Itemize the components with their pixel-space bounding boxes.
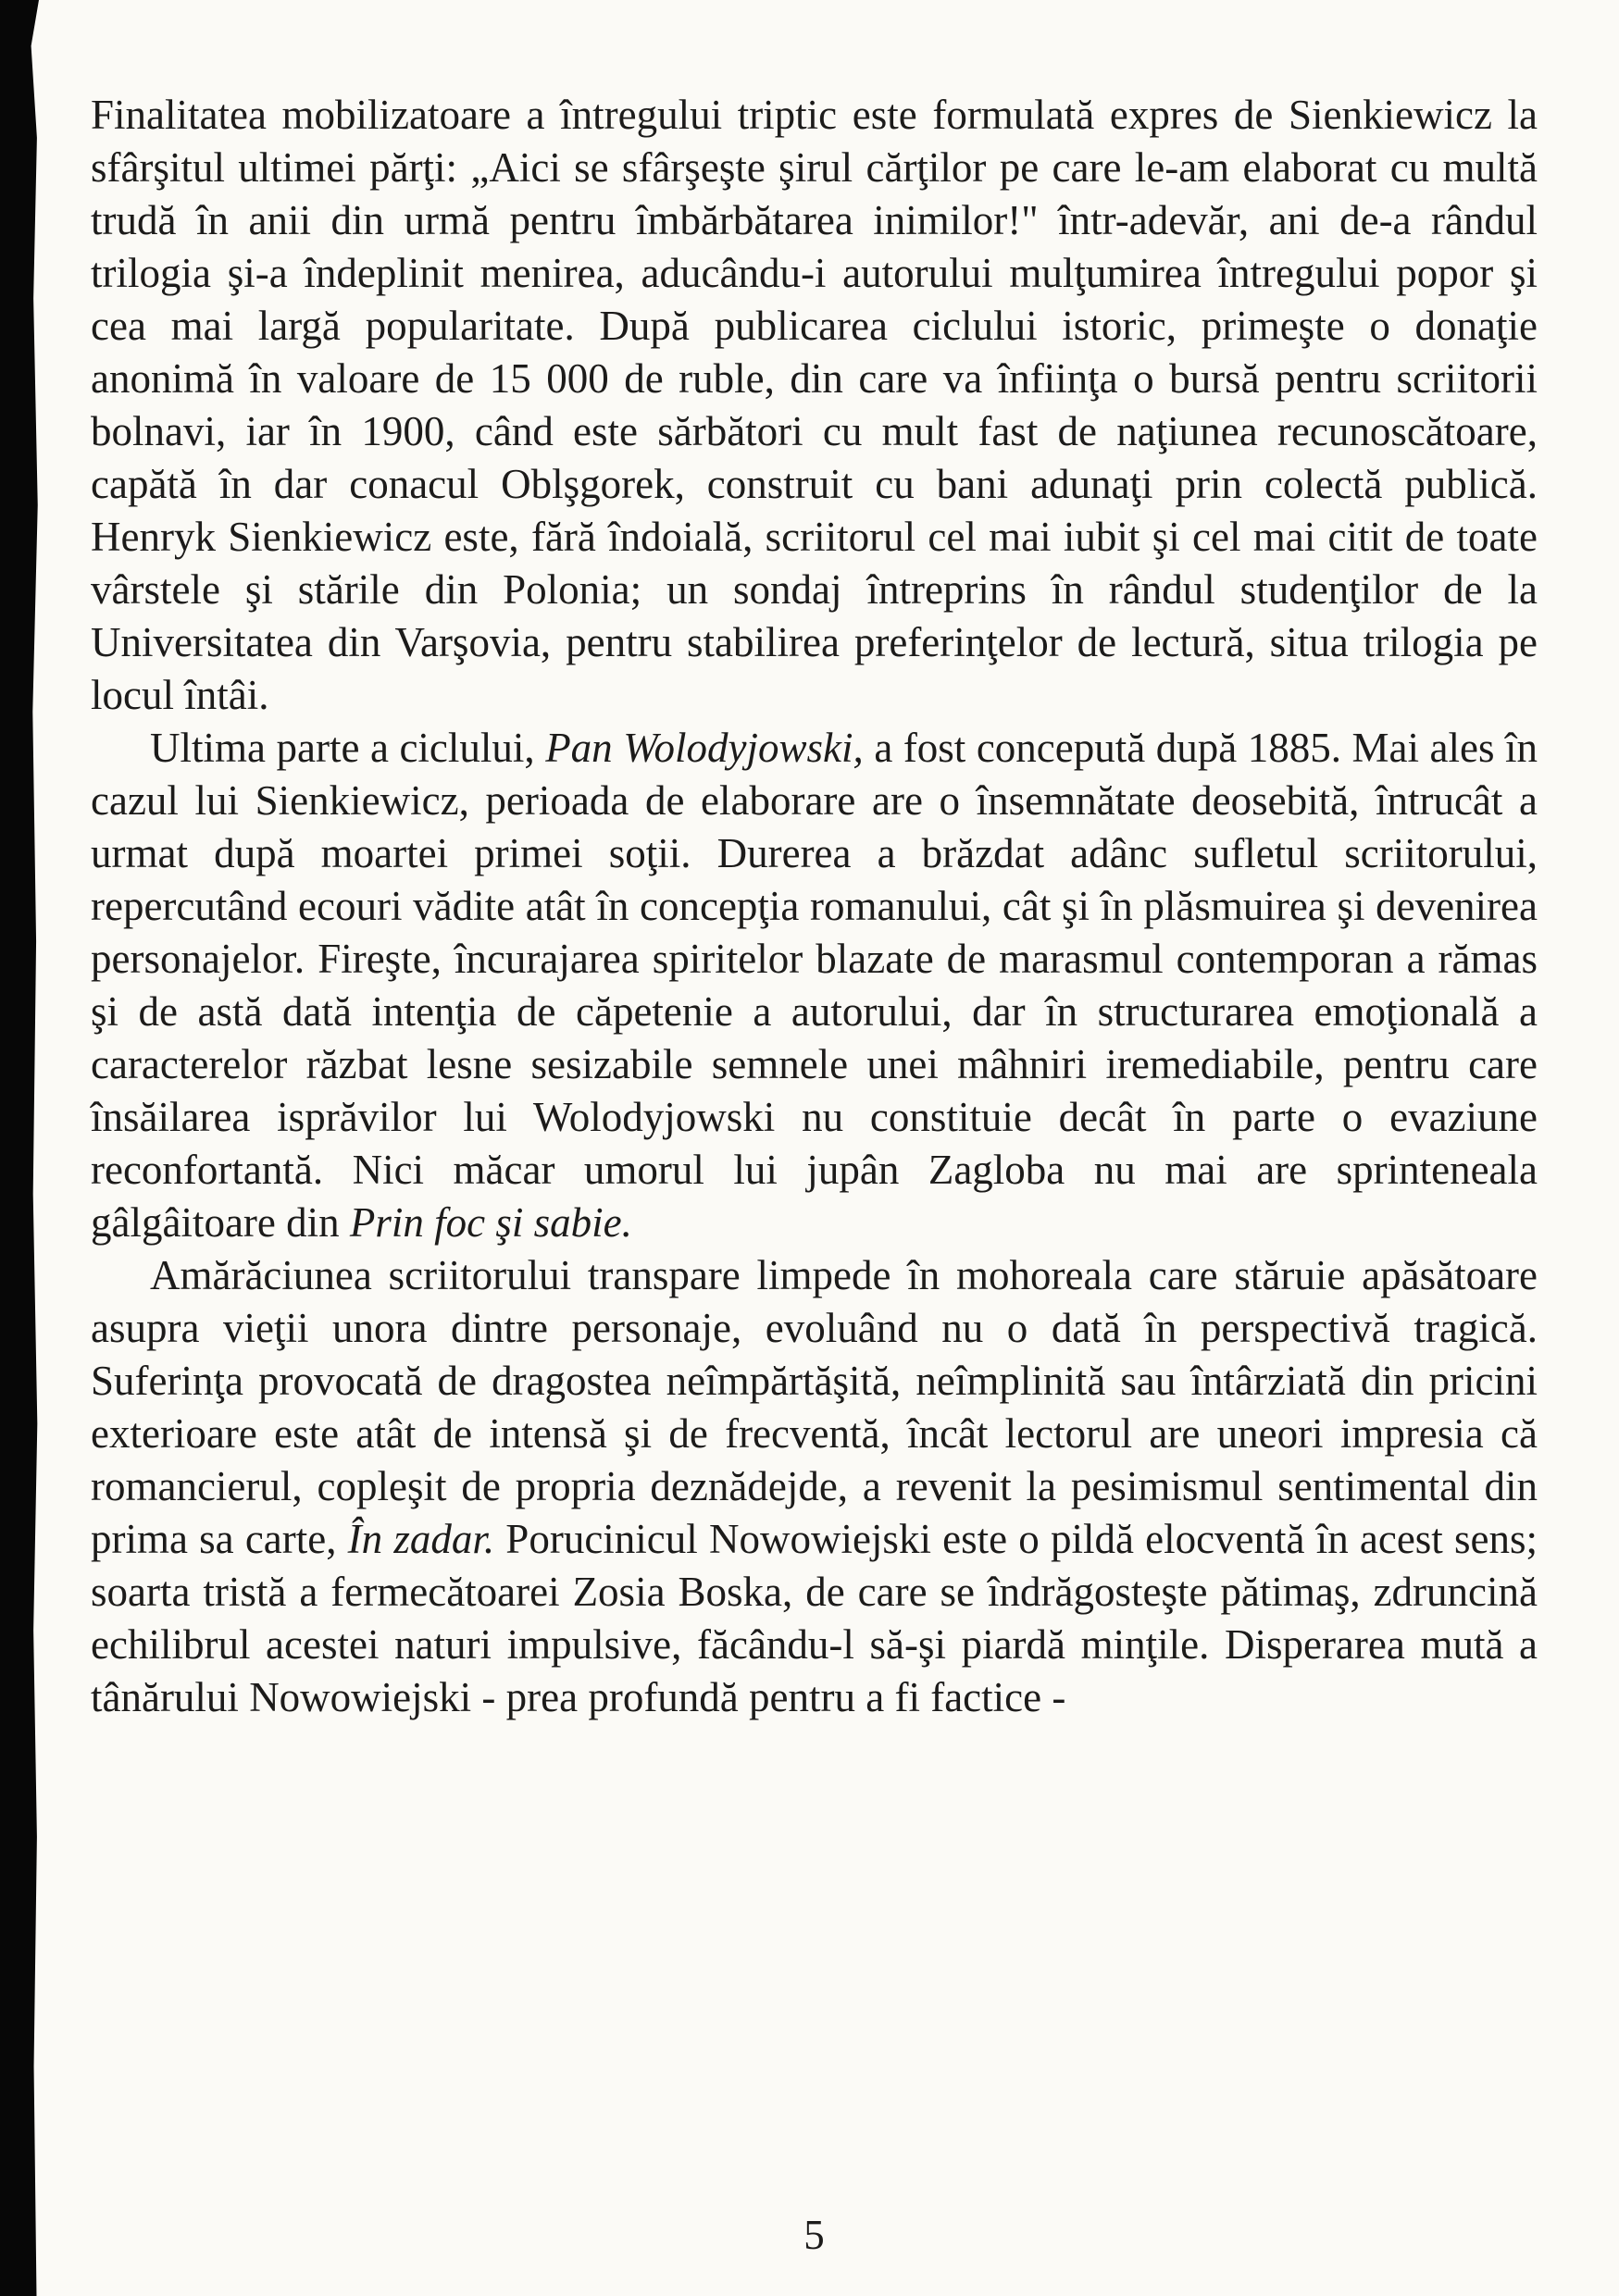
text-segment: Finalitatea mobilizatoare a întregului triptic este formulată expres de Sienkiewicz la sfârşitul ultimei părţi: „Aici se sfârşeşte şirul cărţilor pe care le-am elaborat cu multă trudă în anii din urmă pentru îmbărbătarea inimilor!" într-adevăr, ani de-a rândul trilogia şi-a îndeplinit menirea, aducându-i autorului mulţumirea întregului popor şi cea mai largă popularitate. După publicarea ciclului istoric, primeşte o donaţie anonimă în valoare de 15 000 de ruble, din care va înfiinţa o bursă pentru scriitorii bolnavi, iar în 1900, când este sărbători cu mult fast de naţiunea recunoscătoare, capătă în dar conacul Oblşgorek, construit cu bani adunaţi prin colectă publică. Henryk Sienkiewicz este, fără îndoială, scriitorul cel mai iubit şi cel mai citit de toate vârstele şi stările din Polonia; un sondaj întreprins în rândul studenţilor de la Universitatea din Varşovia, pentru stabilirea preferinţelor de lectură, situa trilogia pe locul întâi.: [91, 92, 1538, 718]
paragraph: [91, 722, 1538, 1249]
text-segment: Amărăciunea scriitorului transpare limpede în mohoreala care stăruie apăsătoare asupra vieţii unora dintre personaje, evoluând nu o dată în perspectivă tragică. Suferinţa provocată de dragostea neîmpărtăşită, neîmplinită sau întârziată din pricini exterioare este atât de intensă şi de frecventă, încât lectorul are uneori impresia că romancierul, copleşit de propria deznădejde, a revenit la pesimismul sentimental din prima sa carte,: [91, 1252, 1538, 1562]
text-block: [91, 89, 1538, 1724]
paragraph: [91, 1249, 1538, 1724]
italic-text-segment: Prin foc şi sabie.: [349, 1199, 632, 1246]
italic-text-segment: Pan Wolodyjowski,: [545, 725, 864, 771]
page-number: 5: [803, 2212, 825, 2258]
paragraph: [91, 89, 1538, 722]
text-segment: Porucinicul Nowowiejski este o pildă elocventă în acest sens; soarta tristă a fermecătoarei Zosia Boska, de care se îndrăgosteşte pătimaş, zdruncină echilibrul acestei naturi impulsive, făcându-l să-şi piardă minţile. Disperarea mută a tânărului Nowowiejski - prea profundă pentru a fi factice -: [91, 1516, 1538, 1720]
scan-edge-strip: [0, 0, 39, 2296]
text-segment: Ultima parte a ciclului,: [150, 725, 546, 771]
italic-text-segment: În zadar.: [347, 1516, 495, 1562]
text-segment: a fost concepută după 1885. Mai ales în cazul lui Sienkiewicz, perioada de elaborare are o însemnătate deosebită, întrucât a urmat după moartei primei soţii. Durerea a brăzdat adânc sufletul scriitorului, repercutând ecouri vădite atât în concepţia romanului, cât şi în plăsmuirea şi devenirea personajelor. Fireşte, încurajarea spiritelor blazate de marasmul contemporan a rămas şi de astă dată intenţia de căpetenie a autorului, dar în structurarea emoţională a caracterelor răzbat lesne sesizabile semnele unei mâhniri iremediabile, pentru care însăilarea isprăvilor lui Wolodyjowski nu constituie decât în parte o evaziune reconfortantă. Nici măcar umorul lui jupân Zagloba nu mai are sprinteneala gâlgâitoare din: [91, 725, 1538, 1246]
